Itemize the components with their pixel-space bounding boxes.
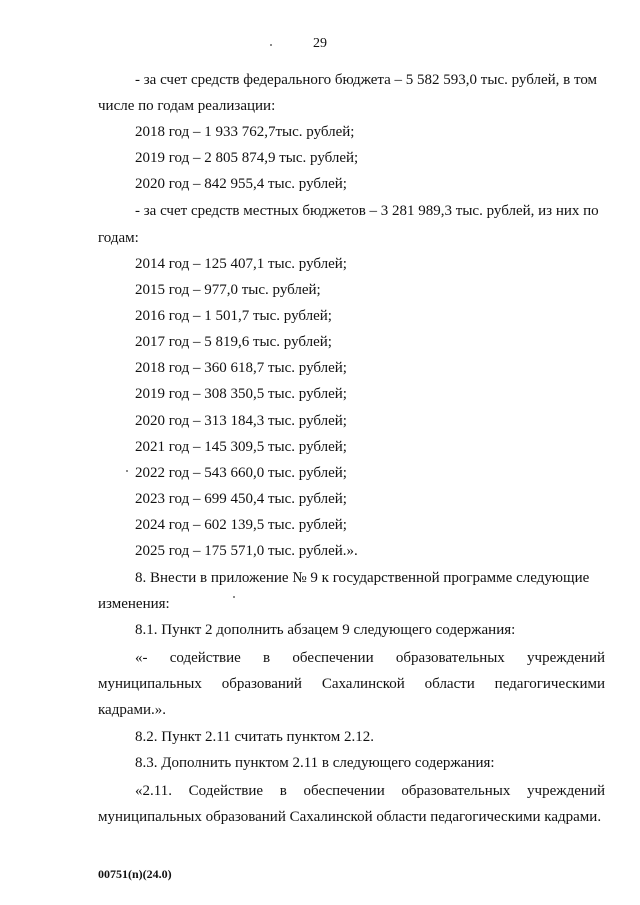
text-line: 2021 год – 145 309,5 тыс. рублей; xyxy=(135,439,347,455)
text-line: 2014 год – 125 407,1 тыс. рублей; xyxy=(135,256,347,272)
text-line: годам: xyxy=(98,230,139,246)
text-line: - за счет средств федерального бюджета – 5 582 593,0 тыс. рублей, в том xyxy=(135,72,598,88)
scan-speck xyxy=(233,596,235,598)
text-line: «- содействие в обеспечении образовательных учреждений xyxy=(135,650,605,666)
text-line: - за счет средств местных бюджетов – 3 281 989,3 тыс. рублей, из них по xyxy=(135,203,599,219)
text-line: числе по годам реализации: xyxy=(98,98,276,114)
text-line: 8.2. Пункт 2.11 считать пунктом 2.12. xyxy=(135,729,374,745)
text-line: 2020 год – 842 955,4 тыс. рублей; xyxy=(135,176,347,192)
text-line: 8. Внести в приложение № 9 к государственной программе следующие xyxy=(135,570,590,586)
text-line: 2020 год – 313 184,3 тыс. рублей; xyxy=(135,413,347,429)
page-number: 29 xyxy=(313,36,327,51)
text-line: 2016 год – 1 501,7 тыс. рублей; xyxy=(135,308,332,324)
text-line: 2023 год – 699 450,4 тыс. рублей; xyxy=(135,491,347,507)
text-line: 2022 год – 543 660,0 тыс. рублей; xyxy=(135,465,347,481)
text-line: 8.1. Пункт 2 дополнить абзацем 9 следующего содержания: xyxy=(135,622,516,638)
text-line: муниципальных образований Сахалинской области педагогическими xyxy=(98,676,605,692)
text-line: 8.3. Дополнить пунктом 2.11 в следующего содержания: xyxy=(135,755,495,771)
text-line: изменения: xyxy=(98,596,170,612)
text-line: 2019 год – 308 350,5 тыс. рублей; xyxy=(135,386,347,402)
text-line: 2018 год – 360 618,7 тыс. рублей; xyxy=(135,360,347,376)
scan-speck xyxy=(126,470,128,472)
text-line: 2019 год – 2 805 874,9 тыс. рублей; xyxy=(135,150,359,166)
document-code: 00751(n)(24.0) xyxy=(98,867,172,881)
scan-speck xyxy=(270,44,272,46)
text-line: муниципальных образований Сахалинской области педагогическими кадрами. xyxy=(98,809,602,825)
text-line: 2017 год – 5 819,6 тыс. рублей; xyxy=(135,334,332,350)
text-line: 2018 год – 1 933 762,7тыс. рублей; xyxy=(135,124,355,140)
text-line: кадрами.». xyxy=(98,702,167,718)
text-line: 2015 год – 977,0 тыс. рублей; xyxy=(135,282,321,298)
text-line: «2.11. Содействие в обеспечении образовательных учреждений xyxy=(135,783,605,799)
text-line: 2025 год – 175 571,0 тыс. рублей.». xyxy=(135,543,358,559)
text-line: 2024 год – 602 139,5 тыс. рублей; xyxy=(135,517,347,533)
